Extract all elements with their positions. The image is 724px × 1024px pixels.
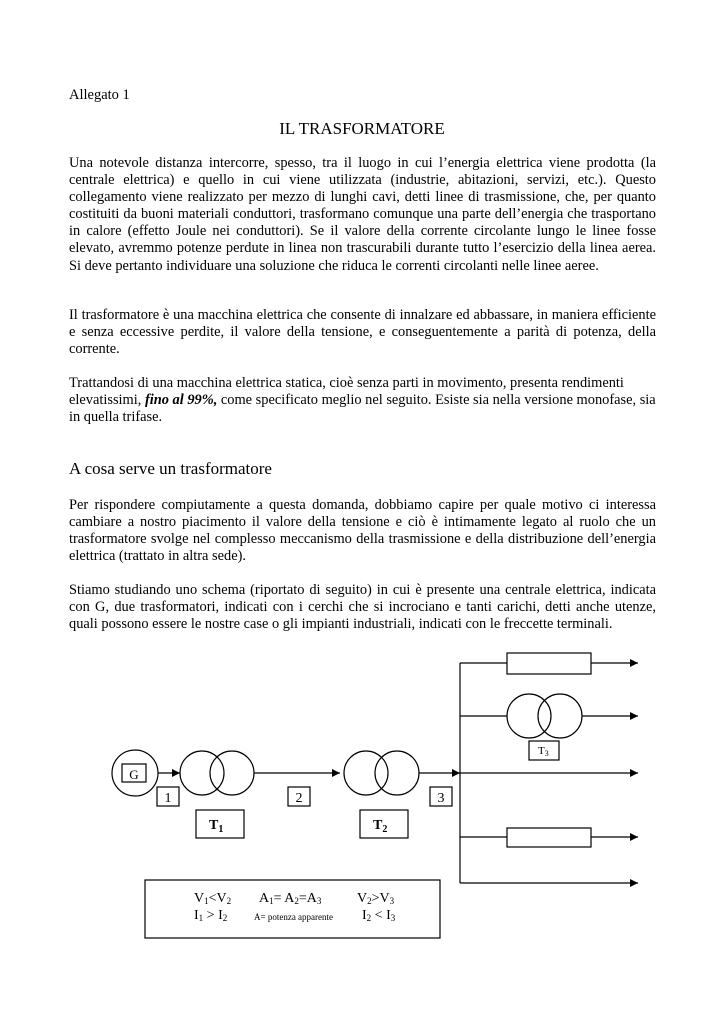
t3-label: T3: [538, 745, 549, 758]
apparent-power-note: A= potenza apparente: [254, 912, 334, 922]
relation-current-2-3: I2 < I3: [362, 908, 396, 923]
relations-legend-box: [145, 880, 440, 938]
transformer-t2-secondary-coil: [375, 751, 419, 795]
section-heading: A cosa serve un trasformatore: [69, 459, 272, 478]
transformer-t1-primary-coil: [180, 751, 224, 795]
relation-voltage-2-3: V2>V3: [357, 891, 395, 906]
power-distribution-diagram: [0, 640, 724, 950]
relation-apparent-power: A1= A2=A3: [259, 891, 322, 906]
paragraph-schema: Stiamo studiando uno schema (riportato di seguito) in cui è presente una centrale elettrica, indicata con G, due trasformatori, indicati con i cerchi che si incrociano e tanti carichi, detti anche utenze, quali possono essere le nostre case o gli impianti industriali, indicati con le freccette terminali.: [69, 582, 656, 633]
relation-voltage-1-2: V1<V2: [194, 891, 232, 906]
efficiency-highlight: fino al 99%,: [144, 392, 218, 409]
relation-current-1-2: I1 > I2: [194, 908, 228, 923]
t2-label: $T_2$: [373, 818, 388, 835]
t1-label: $T_1$: [209, 818, 224, 835]
generator-label: G: [129, 767, 139, 782]
transformer-t3-secondary-coil: [538, 694, 582, 738]
page-title: IL TRASFORMATORE: [279, 119, 445, 138]
node-3-label: 3: [437, 791, 445, 806]
node-2-label: 2: [295, 791, 303, 806]
node-1-label: 1: [164, 791, 172, 806]
annex-label: Allegato 1: [69, 87, 130, 103]
load-2-box: [507, 828, 591, 847]
transformer-t1-secondary-coil: [210, 751, 254, 795]
efficiency-text-a: Trattandosi di una macchina elettrica statica, cioè senza parti in movimento, presenta rendimenti elevatissimi,: [69, 375, 624, 409]
efficiency-text-c: come specificato meglio nel seguito. Esiste sia nella versione monofase, sia in quella trifase.: [69, 392, 656, 426]
paragraph-purpose: Per rispondere compiutamente a questa domanda, dobbiamo capire per quale motivo ci interessa cambiare a nostro piacimento il valore della tensione e ciò è intimamente legato al ruolo che un trasformatore svolge nel complesso meccanismo della trasmissione e della distribuzione dell’energia elettrica (trattato in altra sede).: [69, 497, 656, 565]
paragraph-definition: Il trasformatore è una macchina elettrica che consente di innalzare ed abbassare, in maniera efficiente e senza eccessive perdite, il valore della tensione, e conseguentemente a parità di potenza, della corrente.: [69, 307, 656, 358]
paragraph-intro: Una notevole distanza intercorre, spesso, tra il luogo in cui l’energia elettrica viene prodotta (la centrale elettrica) e quello in cui viene utilizzata (industrie, abitazioni, servizi, etc.). Questo collegamento viene realizzato per mezzo di lunghi cavi, detti linee di trasmissione, che, per quanto costituiti da buoni materiali conduttori, trasformano comunque una parte dell’energia che trasportano in calore (effetto Joule nei conduttori). Se il valore della corrente circolante lungo le linee fosse elevato, avremmo potenze perdute in linea non trascurabili durante tutto l’esercizio della linea aerea. Si deve pertanto individuare una soluzione che riduca le correnti circolanti nelle linee aeree.: [69, 155, 656, 274]
load-1-box: [507, 653, 591, 674]
paragraph-efficiency: [69, 375, 656, 426]
